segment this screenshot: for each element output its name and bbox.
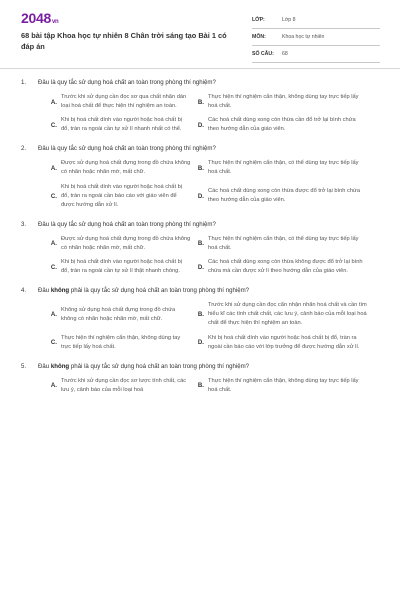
question-4 xyxy=(0,286,400,351)
option-letter: D. xyxy=(197,339,204,347)
option-text: Thực hiện thí nghiệm cẩn thận, có thể dùng tay trực tiếp lấy hoá chất. xyxy=(208,235,359,251)
logo-suffix: vn xyxy=(51,19,59,25)
question-text xyxy=(38,144,216,153)
question-stem xyxy=(0,78,400,87)
option-text: Thực hiện thí nghiệm cẩn thận, không dùng tay trực tiếp lấy hoá chất. xyxy=(61,334,181,350)
answer-option[interactable] xyxy=(208,93,368,111)
option-text: Khi bị hoá chất dính vào người hoặc hoá chất bị đổ, tràn ra ngoài cần báo cáo với lớp trưởng để được hướng dẫn xử lí. xyxy=(208,334,360,350)
option-letter: D. xyxy=(197,263,204,271)
question-2 xyxy=(0,144,400,209)
meta-label: LỚP: xyxy=(252,17,265,23)
site-logo[interactable] xyxy=(21,10,58,26)
question-text-emphasis: không xyxy=(50,287,70,295)
answer-options xyxy=(21,93,400,134)
answer-option[interactable] xyxy=(61,377,191,395)
question-text xyxy=(38,220,216,229)
option-text: Thực hiện thí nghiệm cẩn thận, có thể dùng tay trực tiếp lấy hoá chất. xyxy=(208,160,359,176)
question-text-part: Đâu là quy tắc sử dụng hoá chất an toàn trong phòng thí nghiệm? xyxy=(38,220,216,228)
question-1 xyxy=(0,78,400,134)
question-text xyxy=(38,362,249,371)
option-text: Được sử dụng hoá chất đựng trong đồ chứa không có nhãn hoặc nhãn mờ, mất chữ. xyxy=(61,160,191,176)
option-text: Các hoá chất dùng xong còn thừa không được đổ trở lại bình chứa mà cần được xử lí theo hướng dẫn của giáo viên. xyxy=(208,259,363,275)
answer-option[interactable] xyxy=(208,159,368,177)
option-letter: B. xyxy=(197,311,204,319)
page-title: 68 bài tập Khoa học tự nhiên 8 Chân trời sáng tạo Bài 1 có đáp án xyxy=(21,31,227,51)
meta-box xyxy=(252,12,380,63)
option-letter: A. xyxy=(50,98,57,106)
meta-label: SỐ CÂU: xyxy=(252,51,274,57)
answer-option[interactable] xyxy=(208,235,368,253)
answer-option[interactable] xyxy=(208,334,368,352)
question-text-emphasis: không xyxy=(50,362,70,370)
question-stem xyxy=(0,286,400,295)
answer-option[interactable] xyxy=(61,258,191,276)
meta-row-subject xyxy=(252,29,380,46)
option-text: Khi bị hoá chất dính vào người hoặc hoá chất bị đổ, tràn ra ngoài cần báo cáo với giáo viên để được hướng dẫn xử lí. xyxy=(61,183,183,208)
option-letter: B. xyxy=(197,240,204,248)
option-text: Các hoá chất dùng xong còn thừa được đổ trở lại bình chứa theo hướng dẫn của giáo viên. xyxy=(208,188,360,204)
question-number: 4. xyxy=(21,287,27,295)
option-letter: C. xyxy=(50,121,57,129)
question-5 xyxy=(0,362,400,395)
option-letter: C. xyxy=(50,192,57,200)
option-letter: A. xyxy=(50,311,57,319)
option-text: Được sử dụng hoá chất đựng trong đồ chứa không có nhãn hoặc nhãn mờ, mất chữ. xyxy=(61,235,191,251)
option-text: Khi bị hoá chất dính vào người hoặc hoá chất bị đổ, tràn ra ngoài cần tự xử lí nhanh nhất có thể. xyxy=(61,117,183,133)
answer-option[interactable] xyxy=(61,93,191,111)
header-divider xyxy=(0,68,400,69)
option-letter: B. xyxy=(197,164,204,172)
question-number: 5. xyxy=(21,362,27,370)
question-list xyxy=(0,78,400,405)
question-3 xyxy=(0,220,400,276)
option-text: Thực hiện thí nghiệm cẩn thận, không dùng tay trực tiếp lấy hoá chất. xyxy=(208,94,359,110)
logo-text: 2048 xyxy=(21,10,51,26)
page-header xyxy=(0,0,400,64)
question-text-part: Đâu là quy tắc sử dụng hoá chất an toàn trong phòng thí nghiệm? xyxy=(38,145,216,153)
answer-options xyxy=(21,159,400,209)
option-letter: B. xyxy=(197,382,204,390)
option-letter: A. xyxy=(50,240,57,248)
meta-value: Lớp 8 xyxy=(282,17,296,23)
option-text: Không sử dụng hoá chất đựng trong đồ chứa không có nhãn hoặc nhãn mờ, mất chữ. xyxy=(61,306,176,322)
question-number: 1. xyxy=(21,79,27,86)
option-letter: A. xyxy=(50,382,57,390)
option-letter: B. xyxy=(197,98,204,106)
answer-options xyxy=(21,301,400,351)
answer-option[interactable] xyxy=(208,258,368,276)
question-text xyxy=(38,286,249,295)
option-text: Thực hiện thí nghiệm cẩn thận, không dùng tay trực tiếp lấy hoá chất. xyxy=(208,377,359,393)
answer-options xyxy=(21,377,400,395)
question-stem xyxy=(0,144,400,153)
meta-row-count xyxy=(252,46,380,63)
meta-label: MÔN: xyxy=(252,34,266,40)
answer-option[interactable] xyxy=(61,183,191,210)
question-text-part: Đâu xyxy=(38,287,51,295)
question-number: 3. xyxy=(21,220,27,228)
answer-option[interactable] xyxy=(208,116,368,134)
option-letter: A. xyxy=(50,164,57,172)
answer-option[interactable] xyxy=(208,377,368,395)
option-letter: C. xyxy=(50,263,57,271)
answer-option[interactable] xyxy=(61,116,191,134)
meta-value: 68 xyxy=(282,51,288,57)
answer-option[interactable] xyxy=(61,235,191,253)
option-letter: D. xyxy=(197,192,204,200)
meta-value: Khoa học tự nhiên xyxy=(282,34,325,40)
question-text-part: Đâu là quy tắc sử dụng hoá chất an toàn trong phòng thí nghiệm? xyxy=(38,79,216,86)
question-stem xyxy=(0,220,400,229)
question-stem xyxy=(0,362,400,371)
answer-options xyxy=(21,235,400,276)
option-text: Các hoá chất dùng xong còn thừa cần đổ trở lại bình chứa theo hướng dẫn của giáo viên. xyxy=(208,117,356,133)
option-text: Trước khi sử dụng cần đọc sơ lược tính chất, các lưu ý, cảnh báo của mỗi loại hoá xyxy=(61,377,187,393)
option-text: Trước khi sử dụng cần đọc cẩn nhận nhãn hoá chất và cần tìm hiểu kĩ các tính chất chất, các lưu ý, cảnh báo của mỗi loại hoá chất để thực hiện thí nghiệm an toàn. xyxy=(208,302,367,327)
answer-option[interactable] xyxy=(208,183,368,210)
option-text: Trước khi sử dụng cần đọc sơ qua chất nhãn dán loại hoá chất để thực hiện thí nghiệm an toàn. xyxy=(61,94,187,110)
question-text-part: Đâu xyxy=(38,362,51,370)
question-number: 2. xyxy=(21,145,27,153)
answer-option[interactable] xyxy=(61,159,191,177)
question-text-part: phải là quy tắc sử dụng hoá chất an toàn trong phòng thí nghiệm? xyxy=(69,362,250,370)
option-letter: C. xyxy=(50,339,57,347)
answer-option[interactable] xyxy=(61,301,191,328)
option-letter: D. xyxy=(197,121,204,129)
question-text-part: phải là quy tắc sử dụng hoá chất an toàn trong phòng thí nghiệm? xyxy=(69,287,250,295)
question-text xyxy=(38,78,216,87)
option-text: Khi bị hoá chất dính vào người hoặc hoá chất bị đổ, tràn ra ngoài cần tự xử lí thật nhanh chóng. xyxy=(61,259,183,275)
answer-option[interactable] xyxy=(61,334,191,352)
answer-option[interactable] xyxy=(208,301,368,328)
meta-row-class xyxy=(252,12,380,29)
